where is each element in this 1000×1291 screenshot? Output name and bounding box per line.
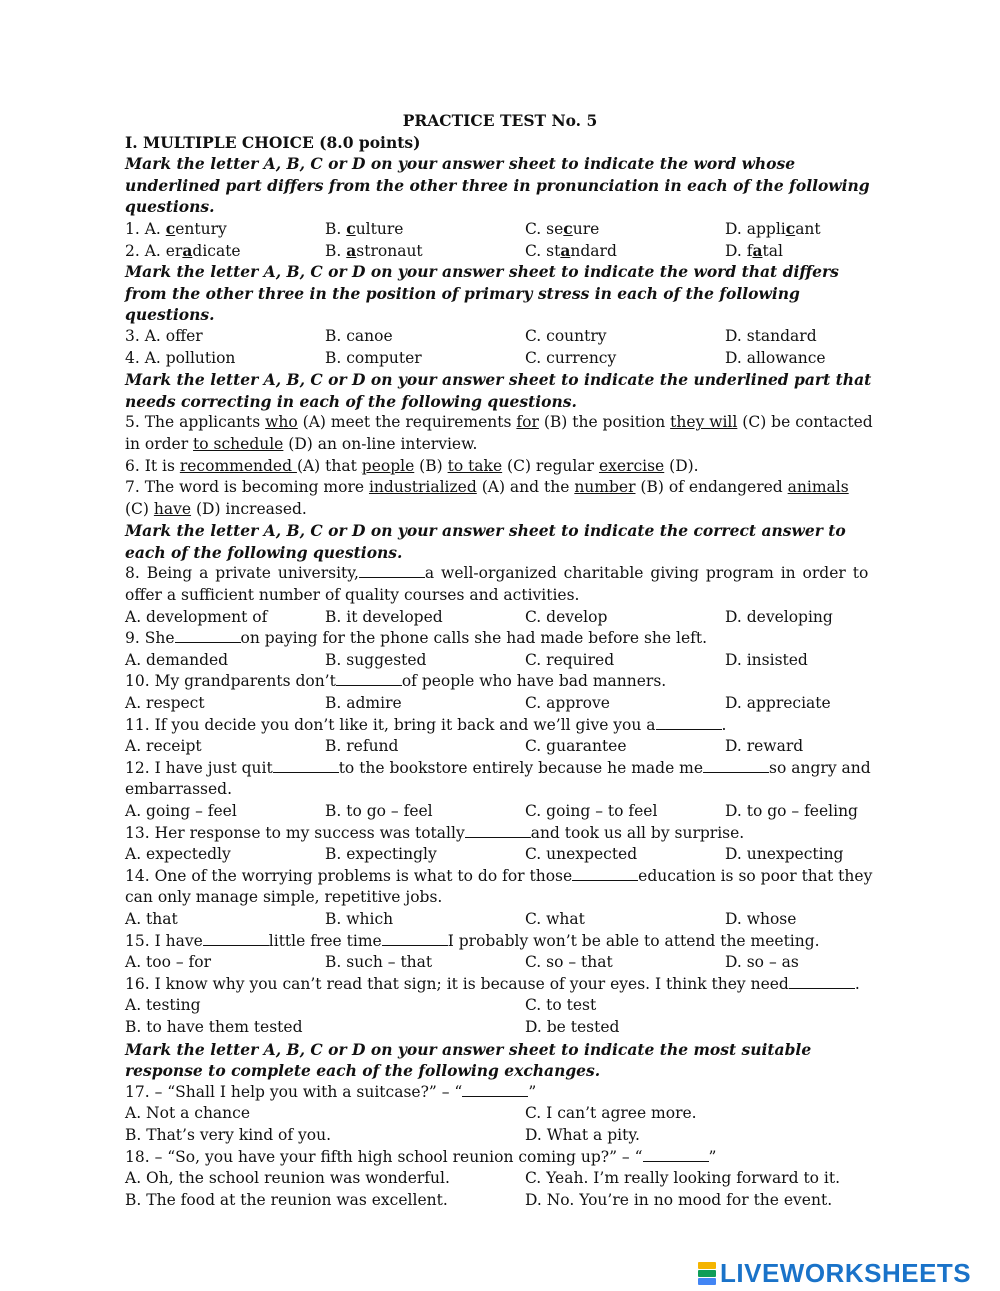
option-c: C. Yeah. I’m really looking forward to it. xyxy=(525,1169,841,1188)
option-c: C. secure xyxy=(525,218,600,238)
option-b: B. The food at the reunion was excellent. xyxy=(125,1190,448,1209)
option-d: D. What a pity. xyxy=(525,1125,640,1144)
section-heading: I. MULTIPLE CHOICE (8.0 points) xyxy=(125,132,421,152)
page-title: PRACTICE TEST No. 5 xyxy=(402,111,598,130)
answer-blank[interactable] xyxy=(336,671,402,686)
option-b: B. which xyxy=(325,909,394,928)
option-c: C. currency xyxy=(525,348,617,367)
question-12-options xyxy=(125,801,875,823)
option-b: B. admire xyxy=(325,694,402,713)
option-c: C. unexpected xyxy=(525,845,638,864)
question-2 xyxy=(125,240,875,262)
option-d: D. developing xyxy=(725,607,833,626)
question-8-line-1: 8. Being a private university, a well-organized charitable giving program in order to xyxy=(125,564,869,583)
option-b: B. refund xyxy=(325,737,399,756)
question-5-line-1: 5. The applicants who (A) meet the requirements for (B) the position they will (C) be contacted xyxy=(125,413,873,432)
option-c: C. so – that xyxy=(525,953,613,972)
option-d: D. to go – feeling xyxy=(725,802,858,820)
question-8-options xyxy=(125,607,875,629)
option-a: A. expectedly xyxy=(125,845,231,864)
answer-blank[interactable] xyxy=(572,866,638,881)
answer-blank[interactable] xyxy=(465,823,531,838)
question-8-line-2: offer a sufficient number of quality courses and activities. xyxy=(125,586,580,605)
instruction-response: Mark the letter A, B, C or D on your answer sheet to indicate the most suitable response to complete each of the following exchanges. xyxy=(125,1039,812,1081)
option-c: C. what xyxy=(525,909,585,928)
question-5-line-2: in order to schedule (D) an on-line interview. xyxy=(125,434,478,453)
option-a: 3. A. offer xyxy=(125,326,203,345)
option-b: B. to have them tested xyxy=(125,1017,303,1036)
question-18-options-row-2 xyxy=(125,1190,875,1212)
question-15-options xyxy=(125,952,875,974)
option-a: A. testing xyxy=(125,996,201,1015)
option-d: D. be tested xyxy=(525,1017,620,1036)
answer-blank[interactable] xyxy=(359,563,425,578)
question-12-line-2: embarrassed. xyxy=(125,780,233,799)
option-c: C. standard xyxy=(525,240,617,260)
instruction-error: Mark the letter A, B, C or D on your answer sheet to indicate the underlined part that needs correcting in each of the following questions. xyxy=(125,370,872,411)
option-a: 1. A. century xyxy=(125,218,227,238)
option-b: B. That’s very kind of you. xyxy=(125,1125,332,1144)
option-c: C. country xyxy=(525,326,607,345)
logo-text: LIVEWORKSHEETS xyxy=(720,1257,972,1288)
option-a: A. development of xyxy=(125,607,268,626)
question-4 xyxy=(125,348,875,370)
question-7-line-1: 7. The word is becoming more industrialized (A) and the number (B) of endangered animals xyxy=(125,478,849,497)
option-d: D. applicant xyxy=(725,218,821,238)
option-a: A. going – feel xyxy=(125,802,237,820)
answer-blank[interactable] xyxy=(175,628,241,643)
option-b: B. it developed xyxy=(325,607,443,626)
option-b: B. culture xyxy=(325,218,404,238)
question-13: 13. Her response to my success was totally and took us all by surprise. xyxy=(125,823,745,842)
option-d: D. reward xyxy=(725,737,804,756)
option-c: C. guarantee xyxy=(525,737,627,756)
option-d: D. insisted xyxy=(725,650,808,669)
option-c: C. I can’t agree more. xyxy=(525,1104,697,1123)
answer-blank[interactable] xyxy=(462,1082,528,1097)
question-16: 16. I know why you can’t read that sign; it is because of your eyes. I think they need . xyxy=(125,974,860,993)
option-a: A. respect xyxy=(125,694,205,713)
option-c: C. approve xyxy=(525,694,610,713)
question-17-options-row-1 xyxy=(125,1103,875,1125)
option-a: A. that xyxy=(125,909,178,928)
answer-blank[interactable] xyxy=(203,931,269,946)
answer-blank[interactable] xyxy=(789,974,855,989)
answer-blank[interactable] xyxy=(703,758,769,773)
option-c: C. to test xyxy=(525,996,597,1015)
option-b: B. suggested xyxy=(325,650,427,669)
question-11: 11. If you decide you don’t like it, bring it back and we’ll give you a . xyxy=(125,715,727,734)
question-10: 10. My grandparents don’t of people who have bad manners. xyxy=(125,672,667,691)
worksheet-page xyxy=(125,110,875,1211)
question-18: 18. – “So, you have your fifth high school reunion coming up?” – “ ” xyxy=(125,1147,717,1166)
question-13-options xyxy=(125,844,875,866)
question-16-options-row-1 xyxy=(125,995,875,1017)
option-a: 4. A. pollution xyxy=(125,348,236,367)
question-11-options xyxy=(125,736,875,758)
question-16-options-row-2 xyxy=(125,1017,875,1039)
question-9-options xyxy=(125,650,875,672)
question-10-options xyxy=(125,693,875,715)
question-15: 15. I have little free time I probably won’t be able to attend the meeting. xyxy=(125,931,820,950)
option-b: B. canoe xyxy=(325,326,393,345)
option-a: A. receipt xyxy=(125,737,202,756)
answer-blank[interactable] xyxy=(656,715,722,730)
question-7-line-2: (C) have (D) increased. xyxy=(125,499,307,518)
instruction-correct: Mark the letter A, B, C or D on your answer sheet to indicate the correct answer to each of the following questions. xyxy=(125,521,846,562)
option-a: A. Oh, the school reunion was wonderful. xyxy=(125,1169,450,1188)
option-d: D. appreciate xyxy=(725,694,831,713)
instruction-stress: Mark the letter A, B, C or D on your answer sheet to indicate the word that differs from the other three in the position of primary stress in each of the following questions. xyxy=(125,262,839,325)
question-18-options-row-1 xyxy=(125,1168,875,1190)
question-6: 6. It is recommended (A) that people (B) to take (C) regular exercise (D). xyxy=(125,456,699,475)
logo-mark-icon xyxy=(698,1262,716,1285)
question-14-options xyxy=(125,909,875,931)
option-d: D. standard xyxy=(725,326,817,345)
option-b: B. to go – feel xyxy=(325,802,433,820)
option-a: 2. A. eradicate xyxy=(125,240,241,260)
option-c: C. going – to feel xyxy=(525,802,658,820)
question-12-line-1: 12. I have just quit to the bookstore entirely because he made me so angry and xyxy=(125,758,871,777)
question-17: 17. – “Shall I help you with a suitcase?” – “ ” xyxy=(125,1082,537,1101)
option-b: B. astronaut xyxy=(325,240,423,260)
option-c: C. develop xyxy=(525,607,608,626)
question-3 xyxy=(125,326,875,348)
option-d: D. fatal xyxy=(725,240,783,260)
question-14-line-1: 14. One of the worrying problems is what to do for those education is so poor that they xyxy=(125,866,873,885)
option-d: D. No. You’re in no mood for the event. xyxy=(525,1190,833,1209)
liveworksheets-logo xyxy=(698,1255,971,1291)
option-d: D. unexpecting xyxy=(725,845,844,864)
option-d: D. whose xyxy=(725,909,797,928)
option-b: B. expectingly xyxy=(325,845,437,864)
option-a: A. demanded xyxy=(125,650,229,669)
instruction-pronunciation: Mark the letter A, B, C or D on your answer sheet to indicate the word whose underlined part differs from the other three in pronunciation in each of the following questions. xyxy=(125,154,870,217)
option-d: D. so – as xyxy=(725,953,799,972)
question-14-line-2: can only manage simple, repetitive jobs. xyxy=(125,888,443,907)
option-c: C. required xyxy=(525,650,615,669)
question-1 xyxy=(125,218,875,240)
option-b: B. computer xyxy=(325,348,422,367)
answer-blank[interactable] xyxy=(273,758,339,773)
question-9: 9. She on paying for the phone calls she had made before she left. xyxy=(125,629,708,648)
question-17-options-row-2 xyxy=(125,1125,875,1147)
option-d: D. allowance xyxy=(725,348,826,367)
answer-blank[interactable] xyxy=(643,1147,709,1162)
answer-blank[interactable] xyxy=(382,931,448,946)
option-b: B. such – that xyxy=(325,953,433,972)
option-a: A. too – for xyxy=(125,953,212,972)
option-a: A. Not a chance xyxy=(125,1104,251,1123)
